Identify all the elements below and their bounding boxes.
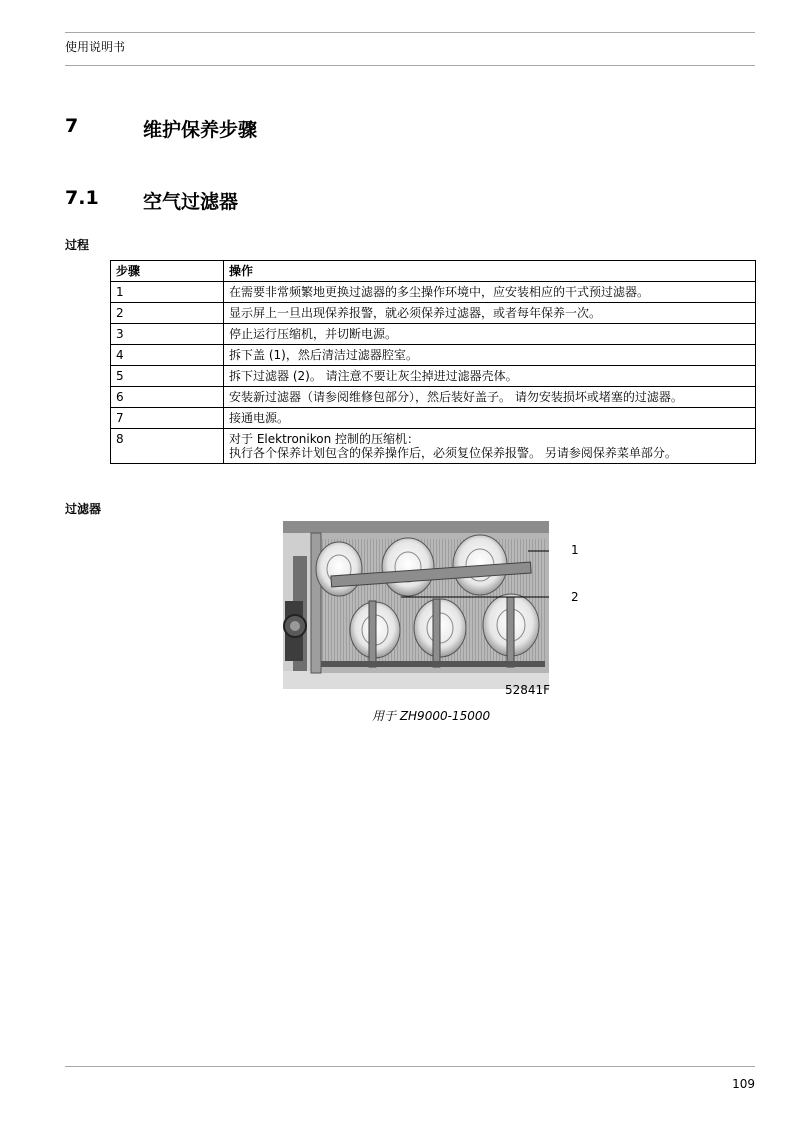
step-number: 5 [111, 366, 224, 387]
step-action-line: 执行各个保养计划包含的保养操作后，必须复位保养报警。 另请参阅保养菜单部分。 [229, 446, 677, 460]
section-heading [65, 115, 257, 142]
step-action: 停止运行压缩机，并切断电源。 [224, 324, 756, 345]
table-row [111, 324, 756, 345]
step-action [224, 429, 756, 464]
page-number: 109 [732, 1077, 755, 1091]
procedure-heading: 过程 [65, 238, 90, 252]
step-action: 拆下盖 (1)，然后清洁过滤器腔室。 [224, 345, 756, 366]
step-number: 4 [111, 345, 224, 366]
footer-rule [65, 1066, 755, 1067]
step-action: 在需要非常频繁地更换过滤器的多尘操作环境中，应安装相应的干式预过滤器。 [224, 282, 756, 303]
table-row [111, 282, 756, 303]
section-number: 7 [65, 115, 79, 137]
table-row [111, 303, 756, 324]
column-header-step: 步骤 [111, 261, 224, 282]
callout-2-label: 2 [571, 590, 579, 604]
section-title: 维护保养步骤 [143, 119, 258, 141]
subsection-heading [65, 187, 238, 214]
column-header-action: 操作 [224, 261, 756, 282]
step-action: 接通电源。 [224, 408, 756, 429]
subsection-title: 空气过滤器 [143, 191, 239, 213]
step-number: 3 [111, 324, 224, 345]
table-row [111, 429, 756, 464]
step-action: 显示屏上一旦出现保养报警，就必须保养过滤器，或者每年保养一次。 [224, 303, 756, 324]
header-rule-bottom [65, 65, 755, 66]
running-header: 使用说明书 [65, 40, 126, 54]
step-action-line: 对于 Elektronikon 控制的压缩机： [229, 432, 420, 446]
step-action: 拆下过滤器 (2)。 请注意不要让灰尘掉进过滤器壳体。 [224, 366, 756, 387]
step-number: 8 [111, 429, 224, 464]
callout-1-label: 1 [571, 543, 579, 557]
step-action: 安装新过滤器（请参阅维修包部分），然后装好盖子。 请勿安装损坏或堵塞的过滤器。 [224, 387, 756, 408]
image-code: 52841F [505, 683, 551, 697]
air-filter-photo [283, 521, 549, 689]
table-row [111, 366, 756, 387]
header-rule-top [65, 32, 755, 33]
step-number: 6 [111, 387, 224, 408]
table-row [111, 408, 756, 429]
table-row [111, 387, 756, 408]
table-row [111, 345, 756, 366]
figure-heading: 过滤器 [65, 502, 102, 516]
table-header-row [111, 261, 756, 282]
step-number: 1 [111, 282, 224, 303]
procedure-table [110, 260, 756, 464]
figure-caption: 用于 ZH9000-15000 [372, 709, 491, 723]
step-number: 7 [111, 408, 224, 429]
subsection-number: 7.1 [65, 187, 99, 209]
step-number: 2 [111, 303, 224, 324]
